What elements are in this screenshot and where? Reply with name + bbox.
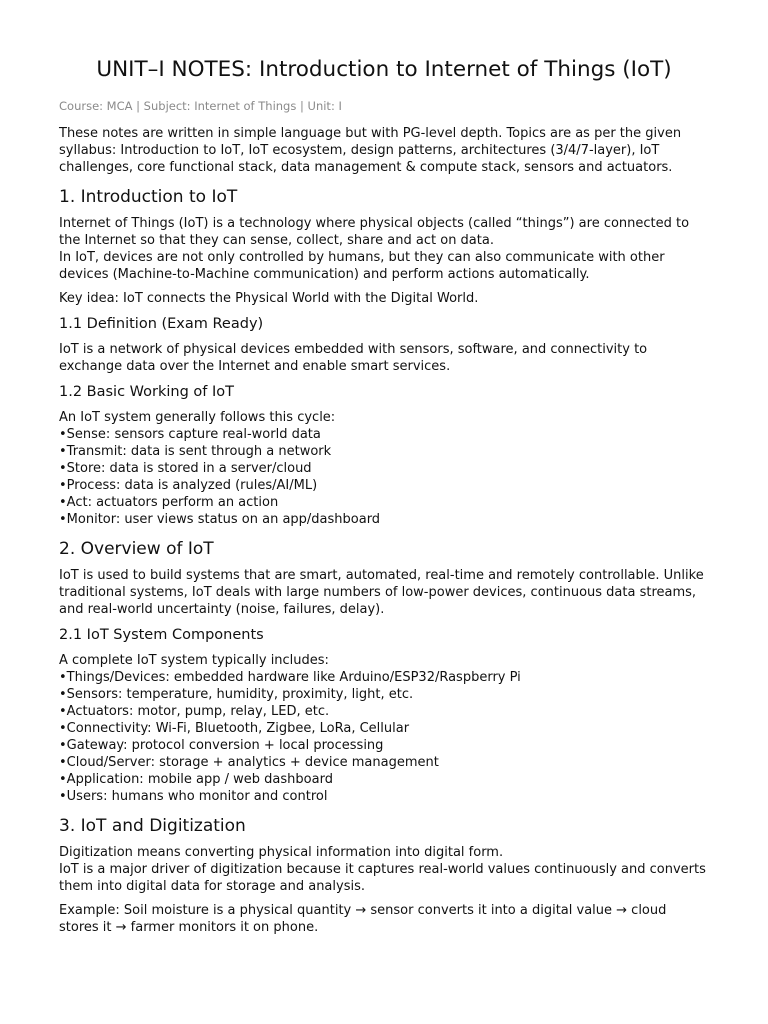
cycle-lead: An IoT system generally follows this cycle: [59,410,336,425]
section-3-line-1: Digitization means converting physical information into digital form. [59,845,504,860]
list-item: • Things/Devices: embedded hardware like Arduino/ESP32/Raspberry Pi [59,669,709,686]
subsection-1-1-heading: 1.1 Definition (Exam Ready) [59,316,264,332]
list-item: • Store: data is stored in a server/cloud [59,460,709,477]
list-item: • Monitor: user views status on an app/dashboard [59,511,709,528]
list-item: • Actuators: motor, pump, relay, LED, etc. [59,703,709,720]
section-1-paragraph [59,215,709,283]
cycle-list [59,426,709,528]
section-3-paragraph [59,844,709,895]
section-2-paragraph: IoT is used to build systems that are smart, automated, real-time and remotely controllable. Unlike traditional systems, IoT deals with large numbers of low-power devices, continuous data streams, and real-world uncertainty (noise, failures, delay). [59,568,704,617]
list-item: • Sensors: temperature, humidity, proximity, light, etc. [59,686,709,703]
section-3-line-2: IoT is a major driver of digitization because it captures real-world values continuously and converts them into digital data for storage and analysis. [59,862,706,894]
list-item: • Transmit: data is sent through a network [59,443,709,460]
section-3-heading: 3. IoT and Digitization [59,816,246,836]
list-item: • Sense: sensors capture real-world data [59,426,709,443]
components-list [59,669,709,805]
document-title: UNIT–I NOTES: Introduction to Internet of Things (IoT) [96,57,672,82]
list-item: • Application: mobile app / web dashboard [59,771,709,788]
section-2-heading: 2. Overview of IoT [59,539,214,559]
intro-paragraph: These notes are written in simple language but with PG-level depth. Topics are as per the given syllabus: Introduction to IoT, IoT ecosystem, design patterns, architectures (3/4/7-layer), IoT challenges, core functional stack, data management & compute stack, sensors and actuators. [59,126,682,175]
definition-paragraph: IoT is a network of physical devices embedded with sensors, software, and connectivity to exchange data over the Internet and enable smart services. [59,342,648,374]
section-1-heading: 1. Introduction to IoT [59,187,238,207]
components-lead: A complete IoT system typically includes: [59,653,329,668]
list-item: • Connectivity: Wi-Fi, Bluetooth, Zigbee, LoRa, Cellular [59,720,709,737]
section-1-line-1: Internet of Things (IoT) is a technology where physical objects (called “things”) are connected to the Internet so that they can sense, collect, share and act on data. [59,216,690,248]
course-meta: Course: MCA | Subject: Internet of Things | Unit: I [59,99,342,113]
section-1-line-2: In IoT, devices are not only controlled by humans, but they can also communicate with other devices (Machine-to-Machine communication) and perform actions automatically. [59,250,665,282]
list-item: • Process: data is analyzed (rules/AI/ML) [59,477,709,494]
list-item: • Act: actuators perform an action [59,494,709,511]
list-item: • Gateway: protocol conversion + local processing [59,737,709,754]
key-idea: Key idea: IoT connects the Physical World with the Digital World. [59,291,479,306]
example-paragraph: Example: Soil moisture is a physical quantity → sensor converts it into a digital value → cloud stores it → farmer monitors it on phone. [59,903,667,935]
subsection-1-2-heading: 1.2 Basic Working of IoT [59,384,235,400]
list-item: • Cloud/Server: storage + analytics + device management [59,754,709,771]
list-item: • Users: humans who monitor and control [59,788,709,805]
subsection-2-1-heading: 2.1 IoT System Components [59,627,264,643]
